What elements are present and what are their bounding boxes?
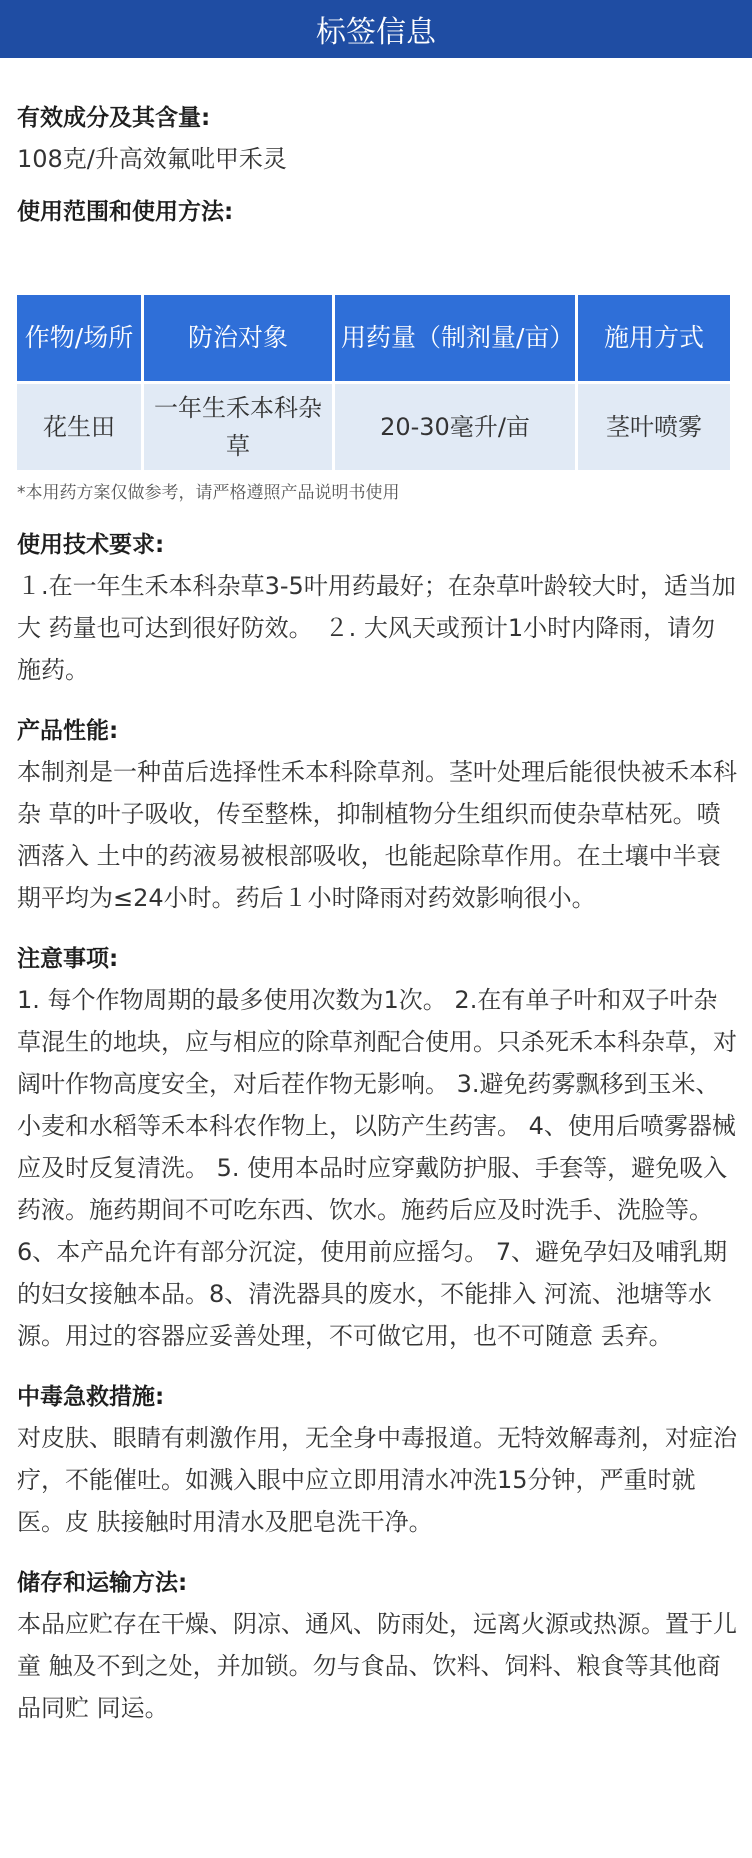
usage-table <box>14 292 733 473</box>
section-title: 中毒急救措施: <box>17 1384 165 1410</box>
column-header-target: 防治对象 <box>144 295 332 381</box>
cell-target: 一年生禾本科杂草 <box>144 384 332 470</box>
table-row <box>17 384 730 470</box>
section-performance <box>17 711 737 919</box>
column-header-method: 施用方式 <box>578 295 730 381</box>
section-title: 使用技术要求: <box>17 532 165 558</box>
usage-note: *本用药方案仅做参考，请严格遵照产品说明书使用 <box>17 483 400 503</box>
section-title: 使用范围和使用方法: <box>17 199 234 225</box>
section-title: 产品性能: <box>17 718 119 744</box>
section-text: 对皮肤、眼睛有刺激作用，无全身中毒报道。无特效解毒剂，对症治 疗，不能催吐。如溅入眼中应立即用清水冲洗15分钟，严重时就医。皮 肤接触时用清水及肥皂洗干净。 <box>17 1424 737 1536</box>
section-active-ingredient <box>17 98 737 180</box>
cell-method: 茎叶喷雾 <box>578 384 730 470</box>
table-header-row <box>17 295 730 381</box>
section-text: 本品应贮存在干燥、阴凉、通风、防雨处，远离火源或热源。置于儿童 触及不到之处，并加锁。勿与食品、饮料、饲料、粮食等其他商品同贮 同运。 <box>17 1610 737 1722</box>
section-precautions <box>17 939 737 1357</box>
label-content <box>17 98 737 1729</box>
section-scope <box>17 192 737 232</box>
page-header <box>0 0 752 58</box>
section-text: 1. 每个作物周期的最多使用次数为1次。 2.在有单子叶和双子叶杂草混生的地块，应与相应的除草剂配合使用。只杀死禾本科杂草，对阔叶作物高度安全，对后茬作物无影响。 3.避免药雾飘移到玉米、小麦和水稻等禾本科农作物上，以防产生药害。 4、使用后喷雾器械应及时反复清洗。 5. 使用本品时应穿戴防护服、手套等，避免吸入药液。施药期间不可吃东西、饮水。施药后应及时洗手、洗脸等。 6、本产品允许有部分沉淀，使用前应摇匀。 7、避免孕妇及哺乳期的妇女接触本品。8、清洗器具的废水，不能排入 河流、池塘等水源。用过的容器应妥善处理，不可做它用，也不可随意 丢弃。 <box>17 986 737 1350</box>
section-title: 注意事项: <box>17 946 119 972</box>
section-text: 108克/升高效氟吡甲禾灵 <box>17 145 287 173</box>
cell-dosage: 20-30毫升/亩 <box>335 384 575 470</box>
section-title: 有效成分及其含量: <box>17 105 211 131</box>
section-title: 储存和运输方法: <box>17 1570 188 1596</box>
column-header-dosage: 用药量（制剂量/亩） <box>335 295 575 381</box>
section-text: 本制剂是一种苗后选择性禾本科除草剂。茎叶处理后能很快被禾本科杂 草的叶子吸收，传至整株，抑制植物分生组织而使杂草枯死。喷洒落入 土中的药液易被根部吸收，也能起除草作用。在土壤中半衰期平均为≤24小时。药后１小时降雨对药效影响很小。 <box>17 758 737 912</box>
section-text: １.在一年生禾本科杂草3-5叶用药最好；在杂草叶龄较大时，适当加大 药量也可达到很好防效。 ２. 大风天或预计1小时内降雨，请勿施药。 <box>17 572 736 684</box>
section-first-aid <box>17 1377 737 1543</box>
section-storage <box>17 1563 737 1729</box>
column-header-crop: 作物/场所 <box>17 295 141 381</box>
section-technique <box>17 525 737 691</box>
cell-crop: 花生田 <box>17 384 141 470</box>
page-title: 标签信息 <box>316 15 436 50</box>
